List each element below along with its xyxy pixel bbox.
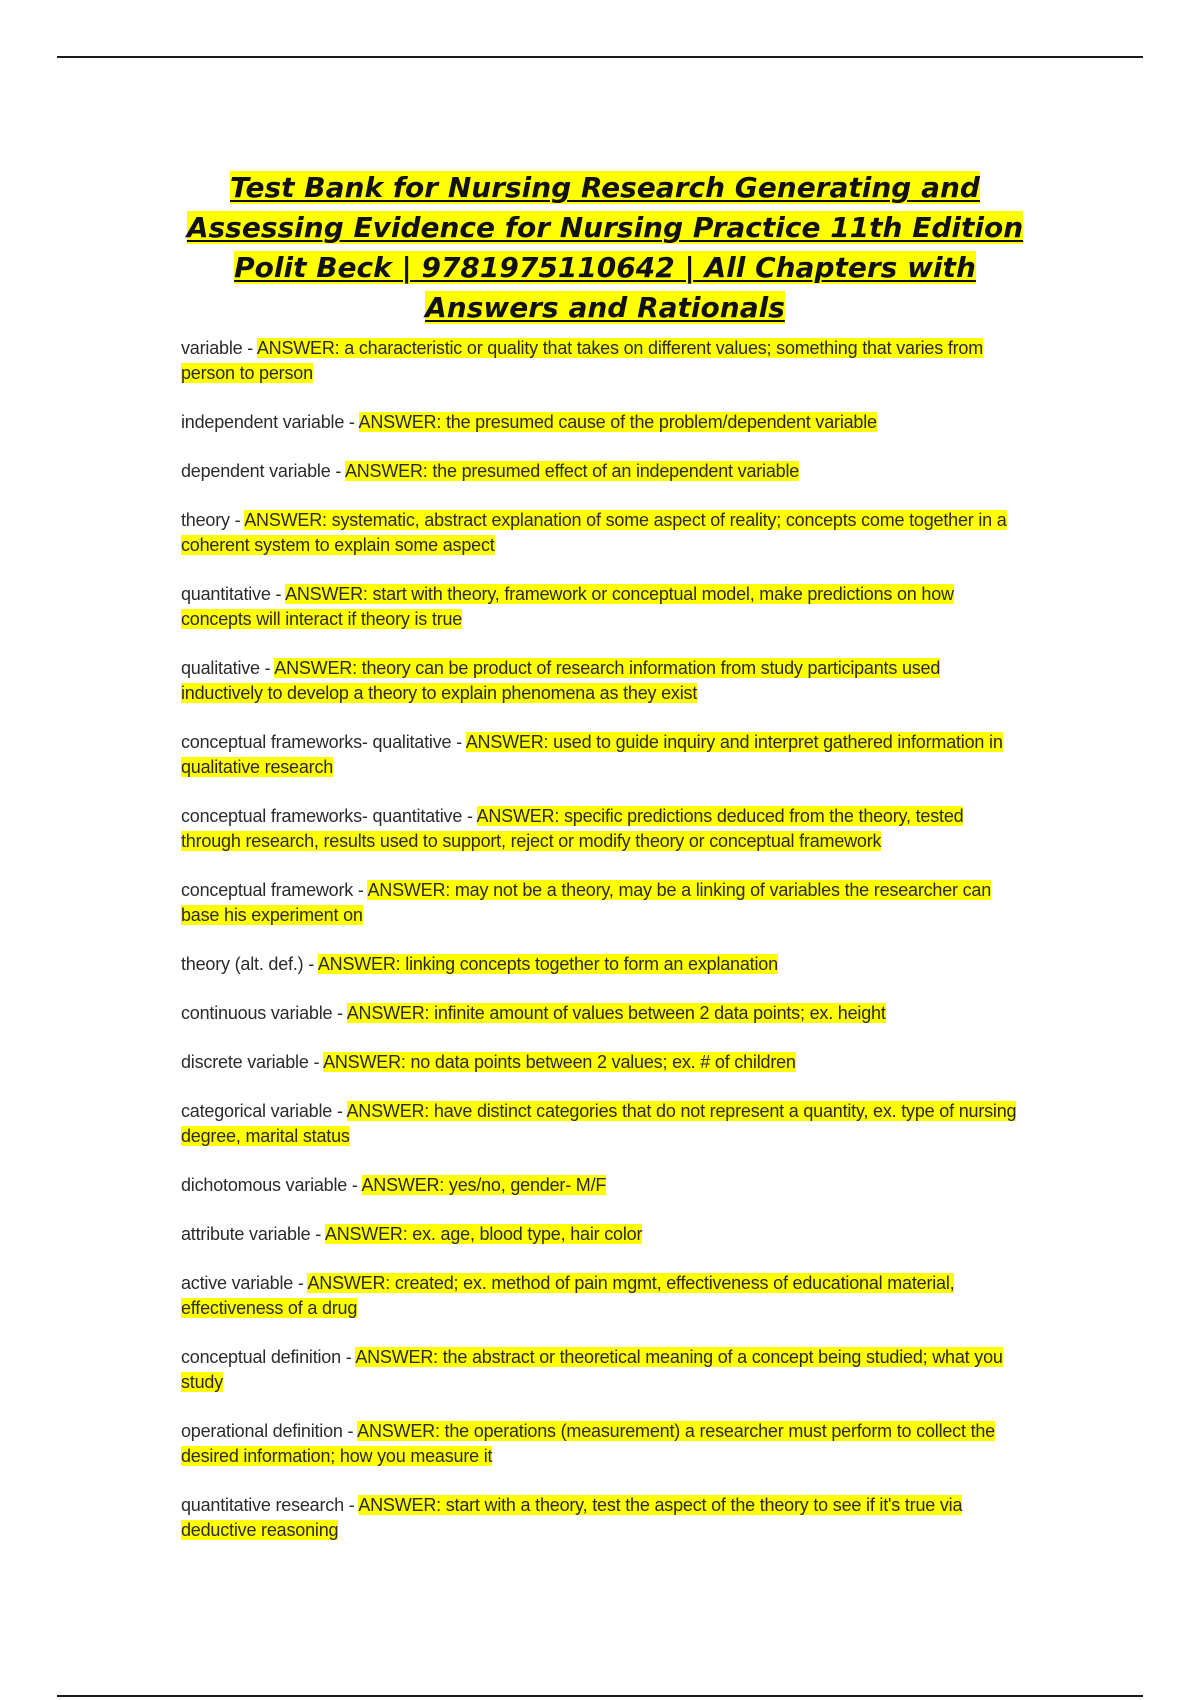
list-item xyxy=(181,804,1021,854)
answer: ANSWER: used to guide inquiry and interpret gathered information in qualitative research xyxy=(181,732,1003,777)
list-item xyxy=(181,1173,1021,1198)
list-item xyxy=(181,656,1021,706)
list-item xyxy=(181,582,1021,632)
answer: ANSWER: linking concepts together to form an explanation xyxy=(317,954,778,974)
list-item xyxy=(181,730,1021,780)
answer: ANSWER: no data points between 2 values; ex. # of children xyxy=(323,1052,796,1072)
answer: ANSWER: the abstract or theoretical meaning of a concept being studied; what you study xyxy=(181,1347,1003,1392)
answer: ANSWER: start with a theory, test the aspect of the theory to see if it's true via deductive reasoning xyxy=(181,1495,963,1540)
list-item xyxy=(181,1419,1021,1469)
top-rule xyxy=(57,56,1143,58)
answer: ANSWER: the presumed effect of an independent variable xyxy=(344,461,800,481)
document-title xyxy=(180,168,1030,328)
list-item xyxy=(181,1493,1021,1543)
answer: ANSWER: created; ex. method of pain mgmt, effectiveness of educational material, effectiveness of a drug xyxy=(181,1273,955,1318)
answer: ANSWER: start with theory, framework or conceptual model, make predictions on how concepts will interact if theory is true xyxy=(181,584,954,629)
answer: ANSWER: ex. age, blood type, hair color xyxy=(324,1224,643,1244)
list-item xyxy=(181,878,1021,928)
answer: ANSWER: yes/no, gender- M/F xyxy=(361,1175,607,1195)
term: quantitative - xyxy=(181,584,286,604)
term: conceptual frameworks- quantitative - xyxy=(181,806,477,826)
answer: ANSWER: systematic, abstract explanation of some aspect of reality; concepts come together in a coherent system to explain some aspect xyxy=(181,510,1007,555)
answer: ANSWER: the operations (measurement) a researcher must perform to collect the desired information; how you measure it xyxy=(181,1421,995,1466)
term: independent variable - xyxy=(181,412,359,432)
qa-list xyxy=(181,336,1021,1567)
term: theory (alt. def.) - xyxy=(181,954,318,974)
term: attribute variable - xyxy=(181,1224,325,1244)
term: theory - xyxy=(181,510,245,530)
answer: ANSWER: theory can be product of research information from study participants used inductively to develop a theory to explain phenomena as they exist xyxy=(181,658,941,703)
list-item xyxy=(181,1001,1021,1026)
list-item xyxy=(181,1345,1021,1395)
term: dichotomous variable - xyxy=(181,1175,362,1195)
answer: ANSWER: may not be a theory, may be a linking of variables the researcher can base his experiment on xyxy=(181,880,992,925)
term: qualitative - xyxy=(181,658,275,678)
answer: ANSWER: infinite amount of values between 2 data points; ex. height xyxy=(346,1003,886,1023)
term: conceptual frameworks- qualitative - xyxy=(181,732,466,752)
answer: ANSWER: specific predictions deduced from the theory, tested through research, results used to support, reject or modify theory or conceptual framework xyxy=(181,806,964,851)
document-title-text: Test Bank for Nursing Research Generating and Assessing Evidence for Nursing Practice 11th Edition Polit Beck | 9781975110642 | All Chapters with Answers and Rationals xyxy=(186,171,1024,324)
answer: ANSWER: have distinct categories that do not represent a quantity, ex. type of nursing degree, marital status xyxy=(181,1101,1017,1146)
list-item xyxy=(181,1271,1021,1321)
term: quantitative research - xyxy=(181,1495,359,1515)
list-item xyxy=(181,410,1021,435)
list-item xyxy=(181,1222,1021,1247)
answer: ANSWER: a characteristic or quality that takes on different values; something that varies from person to person xyxy=(181,338,984,383)
answer: ANSWER: the presumed cause of the problem/dependent variable xyxy=(358,412,877,432)
term: continuous variable - xyxy=(181,1003,347,1023)
list-item xyxy=(181,952,1021,977)
term: active variable - xyxy=(181,1273,308,1293)
term: variable - xyxy=(181,338,257,358)
term: conceptual framework - xyxy=(181,880,368,900)
list-item xyxy=(181,459,1021,484)
bottom-rule xyxy=(57,1695,1143,1697)
term: discrete variable - xyxy=(181,1052,324,1072)
list-item xyxy=(181,336,1021,386)
list-item xyxy=(181,1050,1021,1075)
term: conceptual definition - xyxy=(181,1347,356,1367)
term: operational definition - xyxy=(181,1421,358,1441)
term: dependent variable - xyxy=(181,461,345,481)
list-item xyxy=(181,1099,1021,1149)
list-item xyxy=(181,508,1021,558)
term: categorical variable - xyxy=(181,1101,347,1121)
